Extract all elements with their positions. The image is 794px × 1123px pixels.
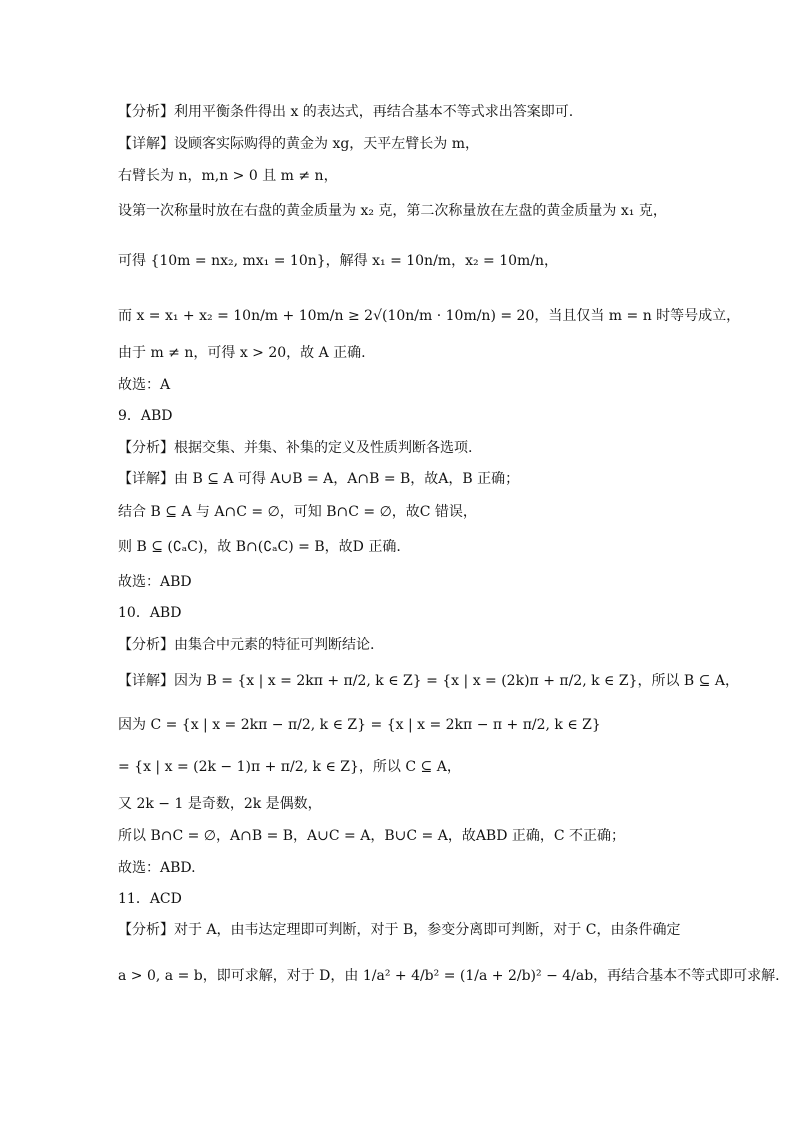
detail-8-e: 而 x = x₁ + x₂ = 10n/m + 10m/n ≥ 2√(10n/m · 10m/n) = 20，当且仅当 m = n 时等号成立， <box>118 308 741 324</box>
detail-8-d: 可得 {10m = nx₂, mx₁ = 10n}，解得 x₁ = 10n/m，x₂ = 10m/n， <box>118 253 559 269</box>
analysis-8: 【分析】利用平衡条件得出 x 的表达式，再结合基本不等式求出答案即可. <box>118 104 574 120</box>
detail-8-c: 设第一次称量时放在右盘的黄金质量为 x₂ 克，第二次称量放在左盘的黄金质量为 x₁ 克， <box>118 203 667 219</box>
detail-10-a: 【详解】因为 B = {x | x = 2kπ + π/2, k ∈ Z} = {x | x = (2k)π + π/2, k ∈ Z}，所以 B ⊆ A， <box>118 673 739 689</box>
answer-8: 故选：A <box>118 377 171 393</box>
heading-11: 11．ACD <box>118 891 182 907</box>
detail-8-f: 由于 m ≠ n，可得 x > 20，故 A 正确. <box>118 345 366 361</box>
analysis-11-b: a > 0, a = b，即可求解，对于 D，由 1/a² + 4/b² = (1/a + 2/b)² − 4/ab，再结合基本不等式即可求解. <box>118 968 780 984</box>
detail-8-a: 【详解】设顾客实际购得的黄金为 xg，天平左臂长为 m， <box>118 136 480 152</box>
detail-9-b: 结合 B ⊆ A 与 A∩C = ∅，可知 B∩C = ∅，故C 错误， <box>118 504 477 520</box>
detail-10-d: 又 2k − 1 是奇数，2k 是偶数， <box>118 796 322 812</box>
detail-8-b: 右臂长为 n，m,n > 0 且 m ≠ n， <box>118 168 338 184</box>
analysis-10: 【分析】由集合中元素的特征可判断结论. <box>118 637 375 653</box>
detail-9-c: 则 B ⊆ (∁ₐC)，故 B∩(∁ₐC) = B，故D 正确. <box>118 539 401 555</box>
answer-9: 故选：ABD <box>118 574 192 590</box>
detail-10-b: 因为 C = {x | x = 2kπ − π/2, k ∈ Z} = {x | x = 2kπ − π + π/2, k ∈ Z} <box>118 717 601 733</box>
analysis-11-a: 【分析】对于 A，由韦达定理即可判断，对于 B，参变分离即可判断，对于 C，由条件确定 <box>118 922 681 938</box>
heading-9: 9．ABD <box>118 408 173 424</box>
detail-9-a: 【详解】由 B ⊆ A 可得 A∪B = A，A∩B = B，故A，B 正确； <box>118 471 520 487</box>
detail-10-e: 所以 B∩C = ∅，A∩B = B，A∪C = A，B∪C = A，故ABD 正确，C 不正确； <box>118 828 626 844</box>
detail-10-c: = {x | x = (2k − 1)π + π/2, k ∈ Z}，所以 C ⊆ A， <box>118 759 461 775</box>
answer-10: 故选：ABD. <box>118 860 196 876</box>
heading-10: 10．ABD <box>118 605 182 621</box>
analysis-9: 【分析】根据交集、并集、补集的定义及性质判断各选项. <box>118 440 473 456</box>
